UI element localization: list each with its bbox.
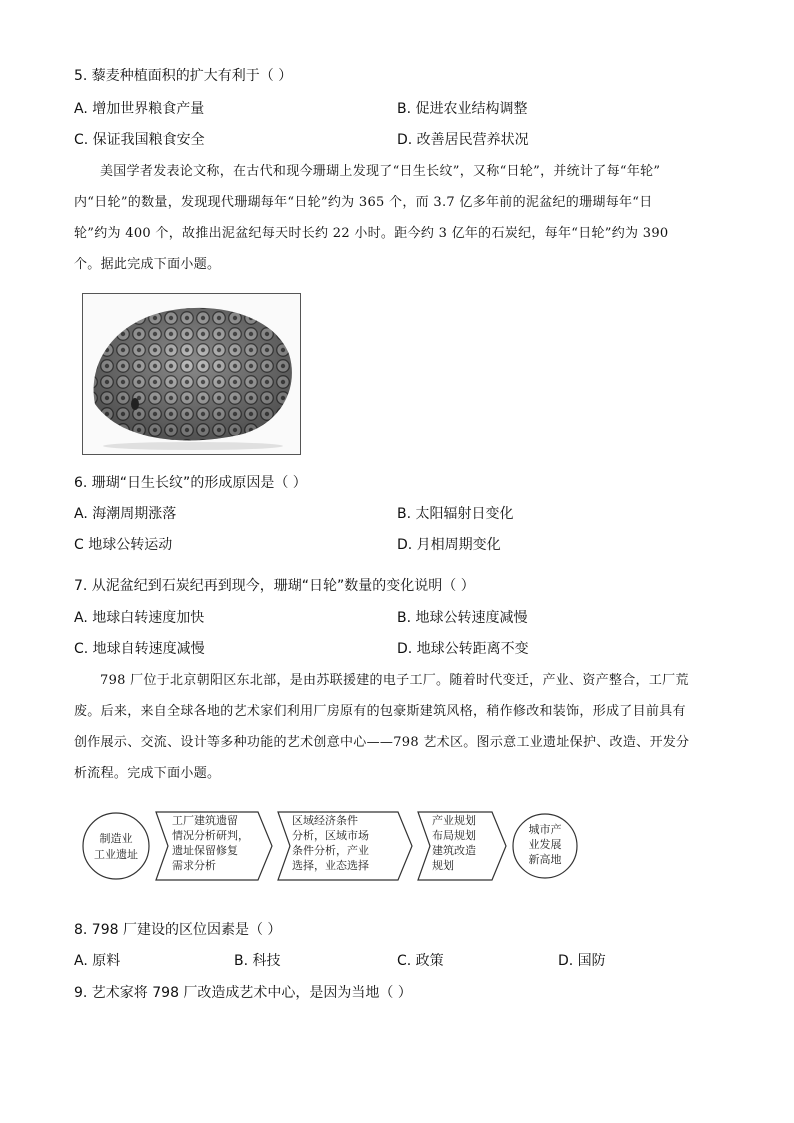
industrial-site-flowchart (80, 800, 580, 892)
passage-coral-line: 个。据此完成下面小题。 (74, 257, 221, 272)
flow-step2-text: 区域经济条件 (292, 814, 358, 827)
flow-start-text: 制造业 (99, 832, 133, 845)
q5-option-d[interactable]: D. 改善居民营养状况 (397, 132, 529, 148)
q6-stem: 6. 珊瑚“日生长纹”的形成原因是（ ） (74, 475, 307, 491)
q7-option-d[interactable]: D. 地球公转距离不变 (397, 641, 529, 657)
flow-step3-text: 产业规划 (432, 814, 476, 827)
passage-798-line: 创作展示、交流、设计等多种功能的艺术创意中心——798 艺术区。图示意工业遗址保护、改造、开发分 (74, 735, 690, 750)
passage-coral (74, 156, 724, 280)
q8-option-a[interactable]: A. 原料 (74, 953, 121, 969)
flow-step2-text: 选择，业态选择 (292, 859, 369, 872)
flow-step2-text: 条件分析，产业 (292, 844, 369, 857)
coral-photo (82, 293, 301, 455)
q5-stem: 5. 藜麦种植面积的扩大有利于（ ） (74, 68, 293, 84)
flow-end-text: 业发展 (528, 838, 562, 851)
flow-step1-text: 工厂建筑遗留 (172, 814, 238, 827)
flow-step1-text: 需求分析 (172, 859, 216, 872)
q8-option-d[interactable]: D. 国防 (558, 953, 606, 969)
passage-coral-line: 内“日轮”的数量，发现现代珊瑚每年“日轮”约为 365 个，而 3.7 亿多年前的泥盆纪的珊瑚每年“日 (74, 195, 653, 210)
passage-798-line: 798 厂位于北京朝阳区东北部，是由苏联援建的电子工厂。随着时代变迁，产业、资产整合，工厂荒 (100, 673, 689, 688)
q8-option-b[interactable]: B. 科技 (234, 953, 281, 969)
q6-option-d[interactable]: D. 月相周期变化 (397, 537, 501, 553)
q8-option-c[interactable]: C. 政策 (397, 953, 444, 969)
q5-option-b[interactable]: B. 促进农业结构调整 (397, 101, 528, 117)
flow-start-text: 工业遗址 (94, 848, 138, 861)
passage-798 (74, 665, 724, 789)
flow-step2-text: 分析，区域市场 (292, 829, 369, 842)
flow-step1-text: 遗址保留修复 (172, 844, 238, 857)
flow-step1-text: 情况分析研判， (172, 829, 249, 842)
q5-option-a[interactable]: A. 增加世界粮食产量 (74, 101, 205, 117)
flow-start-circle (83, 813, 149, 879)
passage-798-line: 废。后来，来自全球各地的艺术家们利用厂房原有的包豪斯建筑风格，稍作修改和装饰，形成了目前具有 (74, 704, 686, 719)
q7-option-b[interactable]: B. 地球公转速度减慢 (397, 610, 528, 626)
q7-stem: 7. 从泥盆纪到石炭纪再到现今，珊瑚“日轮”数量的变化说明（ ） (74, 578, 475, 594)
flow-step3-text: 布局规划 (432, 829, 476, 842)
flow-end-text: 城市产 (528, 823, 562, 836)
flow-step3-text: 规划 (432, 859, 454, 872)
q5-option-c[interactable]: C. 保证我国粮食安全 (74, 132, 205, 148)
q8-stem: 8. 798 厂建设的区位因素是（ ） (74, 922, 282, 938)
flow-end-text: 新高地 (528, 853, 562, 866)
q6-option-b[interactable]: B. 太阳辐射日变化 (397, 506, 514, 522)
q9-stem: 9. 艺术家将 798 厂改造成艺术中心，是因为当地（ ） (74, 985, 412, 1001)
q7-option-c[interactable]: C. 地球自转速度减慢 (74, 641, 205, 657)
passage-coral-line: 美国学者发表论文称，在古代和现今珊瑚上发现了“日生长纹”，又称“日轮”，并统计了每“年轮” (100, 164, 661, 179)
q7-option-a[interactable]: A. 地球白转速度加快 (74, 610, 205, 626)
q6-option-a[interactable]: A. 海潮周期涨落 (74, 506, 177, 522)
passage-798-line: 析流程。完成下面小题。 (74, 766, 221, 781)
flow-step3-text: 建筑改造 (432, 844, 476, 857)
q6-option-c[interactable]: C 地球公转运动 (74, 537, 173, 553)
passage-coral-line: 轮”约为 400 个，故推出泥盆纪每天时长约 22 小时。距今约 3 亿年的石炭纪，每年“日轮”约为 390 (74, 226, 669, 241)
